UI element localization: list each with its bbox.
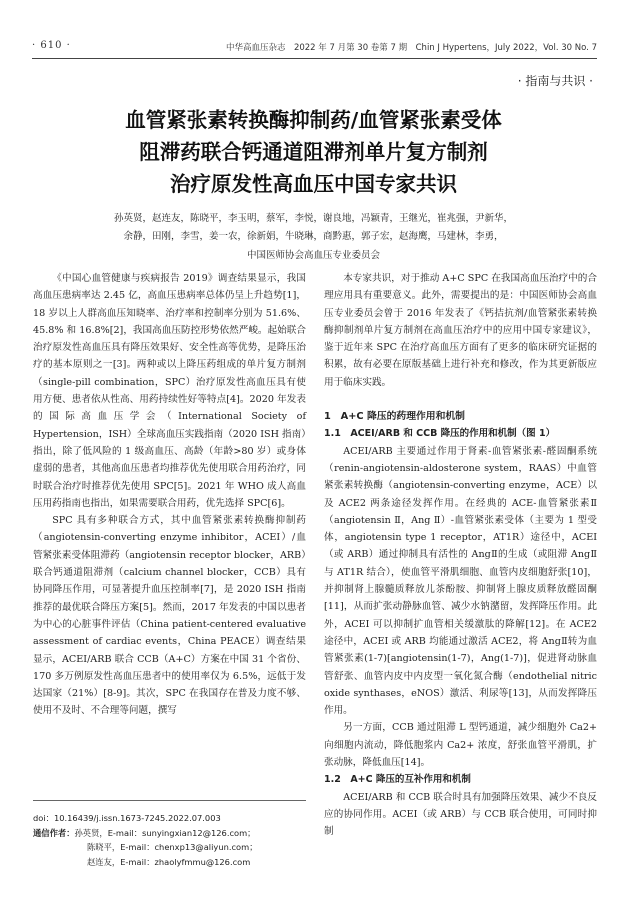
author-list [60,210,567,246]
body-paragraph: ACEI/ARB 和 CCB 联合时具有加强降压效果、减少不良反应的协同作用。ACEI（或 ARB）与 CCB 联合使用，可同时抑制 [324,791,597,838]
author-line: 孙英贤，赵连友，陈晓平，李玉明，蔡军，李悦，谢良地，冯颖青，王继光，崔兆强，尹新华， [113,213,513,224]
subsection-heading: 1.1 ACEI/ARB 和 CCB 降压的作用和机制（图 1） [324,428,556,440]
body-paragraph: 另一方面，CCB 通过阻滞 L 型钙通道，减少细胞外 Ca2+ 向细胞内流动，降低胞浆内 Ca2+ 浓度，舒张血管平滑肌，扩张动脉，降低血压[14]。 [324,722,597,769]
corresponding-author: 陈晓平，E-mail：chenxp13@aliyun.com； [87,842,258,852]
body-paragraph: 《中国心血管健康与疾病报告 2019》调查结果显示，我国高血压患病率达 2.45 亿，高血压患病率总体仍呈上升趋势[1]，18 岁以上人群高血压知晓率、治疗率和控制率分别为 51.6%、45.8% 和 16.8%[2]，我国高血压防控形势依然严峻。起始联合治疗原发性高血压具有降压效果好、安全性高等优势，是降压治疗的基本原则之一[3]。两种或以上降压药组成的单片复方制剂（single-pill combination，SPC）治疗原发性高血压具有使用方便、患者依从性高、用药持续性好等特点[4]。2020 年发表的国际高血压学会（International Society of Hypertension，ISH）全球高血压实践指南（2020 ISH 指南）指出，除了低风险的 1 级高血压、高龄（年龄>80 岁）或身体虚弱的患者，其他高血压患者均推荐优先使用联合用药治疗，同时联合治疗时推荐优先使用 SPC[5]。2021 年 WHO 成人高血压用药指南也指出，如果需要联合用药，优先选择 SPC[6]。 [33,273,306,509]
doi: doi：10.16439/j.issn.1673-7245.2022.07.003 [33,813,221,823]
corresponding-author: 孙英贤，E-mail：sunyingxian12@126.com； [74,827,256,838]
section-tag: · 指南与共识 · [517,74,593,88]
title-line: 血管紧张素转换酶抑制药/血管紧张素受体 [125,108,502,132]
page-number: · 610 · [32,40,71,51]
subsection-heading: 1.2 A+C 降压的互补作用和机制 [324,774,471,786]
author-line: 余静，田刚，李雪，姜一农，徐新娟，牛晓琳，商黔惠，郭子宏，赵海鹰，马建林，李勇， [123,231,504,242]
corresponding-label: 通信作者： [33,827,75,838]
body-paragraph: ACEI/ARB 主要通过作用于肾素-血管紧张素-醛固酮系统（renin-angiotensin-aldosterone system，RAAS）中血管紧张素转换酶（angiotensin-converting enzyme，ACE）以及 ACE2 两条途径发挥作用。在经典的 ACE-血管紧张素Ⅱ（angiotensin Ⅱ，Ang Ⅱ）-血管紧张素受体（主要为 1 型受体，angiotensin type 1 receptor，AT1R）途径中，ACEI（或 ARB）通过抑制具有活性的 AngⅡ的生成（或阻滞 AngⅡ与 AT1R 结合），使血管平滑肌细胞、血管内皮细胞舒张[10]，并抑制肾上腺髓质释放儿茶酚胺、抑制肾上腺皮质释放醛固酮[11]，从而扩张动静脉血管、减少水钠潴留，发挥降压作用。此外，ACEI 可以抑制扩血管相关缓激肽的降解[12]。在 ACE2 途径中，ACEI 或 ARB 均能通过激活 ACE2，将 AngⅡ转为血管紧张素(1-7)[angiotensin(1-7)，Ang(1-7)]，促进肾动脉血管舒张、血管内皮中内皮型一氧化氮合酶（endothelial nitric oxide synthases，eNOS）激活、利尿等[13]，从而发挥降压作用。 [324,445,597,717]
journal-citation: 中华高血压杂志 2022 年 7 月第 30 卷第 7 期 Chin J Hypertens，July 2022，Vol. 30 No. 7 [225,43,597,53]
section-heading: 1 A+C 降压的药理作用和机制 [324,411,465,423]
left-column [33,270,306,720]
body-paragraph: 本专家共识，对于推动 A+C SPC 在我国高血压治疗中的合理应用具有重要意义。此外，需要提出的是：中国医师协会高血压专业委员会曾于 2016 年发表了《钙拮抗剂/血管紧张素转换酶抑制剂单片复方制剂在高血压治疗中的应用中国专家建议》，鉴于近年来 SPC 在治疗高血压方面有了更多的临床研究证据的积累，故有必要在原版基础上进行补充和修改，作为其更新版应用于临床实践。 [324,273,597,388]
title-line: 阻滞药联合钙通道阻滞剂单片复方制剂 [139,140,488,164]
organization: 中国医师协会高血压专业委员会 [246,250,380,261]
footnotes [33,800,306,869]
running-header [32,36,597,59]
article-title [0,104,627,200]
body-paragraph: SPC 具有多种联合方式，其中血管紧张素转换酶抑制药（angiotensin-converting enzyme inhibitor，ACEI）/血管紧张素受体阻滞药（angiotensin receptor blocker，ARB）联合钙通道阻滞剂（calcium channel blocker，CCB）具有协同降压作用，可显著提升血压控制率[7]，是 2020 ISH 指南推荐的最优联合降压方案[5]。然而，2017 年发表的中国以患者为中心的心脏事件评估（China patient-centered evaluative assessment of cardiac events，China PEACE）调查结果显示，ACEI/ARB 联合 CCB（A+C）方案在中国 31 个省份、170 多万例原发性高血压患者中的使用率仅为 6.5%，远低于发达国家（21%）[8-9]。其次，SPC 在我国存在普及力度不够、使用不及时、不合理等问题，撰写 [33,515,306,717]
title-line: 治疗原发性高血压中国专家共识 [170,172,457,196]
right-column [324,270,597,841]
corresponding-author: 赵连友，E-mail：zhaolyfmmu@126.com [87,856,251,867]
